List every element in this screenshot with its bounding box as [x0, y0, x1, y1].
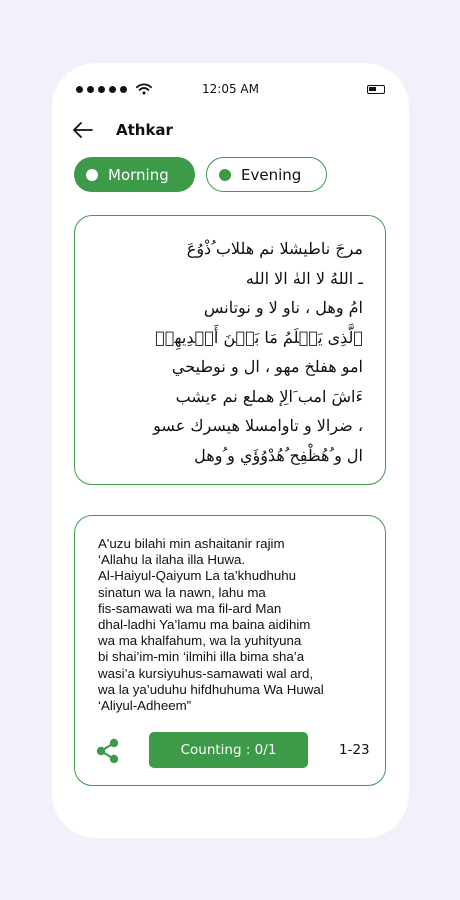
transliteration-line: fis-samawati wa ma fil-ard Man	[98, 600, 282, 616]
transliteration-text	[98, 536, 368, 714]
arabic-line: ٱلَّذِى يَعۡلَمُ مَا بَيۡنَ أَيۡدِيهِمۡ	[155, 327, 363, 347]
tab-label: Morning	[108, 165, 169, 184]
signal-strength-icon	[76, 86, 127, 93]
transliteration-line: A'uzu bilahi min ashaitanir rajim	[98, 536, 285, 551]
arabic-text-card	[74, 215, 386, 485]
arabic-line: ال و ُهُظْفِح ُهُدْوُؤَي و ُوهل	[194, 445, 363, 465]
time-tabs	[74, 157, 327, 192]
arabic-line: امو هفلخ مهو ، ال و نوطيحي	[171, 357, 363, 376]
transliteration-line: wasi’a kursiyuhus-samawati wal ard,	[98, 665, 314, 681]
back-button[interactable]	[72, 119, 94, 141]
phone-screen	[52, 63, 409, 838]
app-header	[72, 118, 173, 142]
page-indicator: 1-23	[339, 742, 370, 758]
arabic-line: ـ اللهُ لا الهٰ الا الله	[245, 268, 363, 288]
arabic-line: امُ وهل ، ناو لا و نوتانس	[203, 298, 363, 317]
tab-morning[interactable]	[74, 157, 195, 192]
transliteration-line: sinatun wa la nawn, lahu ma	[98, 584, 266, 600]
transliteration-line: Al-Haiyul-Qaiyum La ta’khudhuhu	[98, 568, 297, 584]
share-icon	[96, 738, 120, 764]
wifi-icon	[136, 83, 152, 95]
transliteration-line: wa la ya’uduhu hifdhuhuma Wa Huwal	[98, 681, 324, 697]
arabic-line: ، ضرالا و تاوامسلا هيسرك عسو	[153, 416, 363, 435]
transliteration-line: ‘Aliyul-Adheem”	[98, 698, 192, 714]
counting-button[interactable]: Counting : 0/1	[149, 732, 308, 768]
transliteration-line: ‘Allahu la ilaha illa Huwa.	[98, 552, 246, 568]
status-time: 12:05 AM	[202, 82, 259, 96]
battery-icon	[367, 85, 385, 94]
radio-dot-icon	[219, 169, 231, 181]
page-title: Athkar	[116, 121, 173, 139]
arabic-line: مرجَ ناطيشلا نم هللاب ُذْوُعَ	[186, 239, 363, 258]
tab-evening[interactable]	[206, 157, 327, 192]
arrow-left-icon	[72, 121, 94, 139]
arabic-line: ءَاشَ امب َالِإ هملع نم ءيشب	[175, 386, 363, 406]
share-button[interactable]	[96, 738, 120, 764]
signal-group	[76, 83, 152, 95]
status-bar	[76, 79, 385, 99]
tab-label: Evening	[241, 165, 302, 184]
radio-dot-icon	[86, 169, 98, 181]
transliteration-card	[74, 515, 386, 786]
transliteration-line: bi shai’im-min ‘ilmihi illa bima sha’a	[98, 649, 305, 665]
transliteration-line: dhal-ladhi Ya’lamu ma baina aidihim	[98, 617, 311, 633]
transliteration-line: wa ma khalfahum, wa la yuhityuna	[98, 633, 302, 649]
